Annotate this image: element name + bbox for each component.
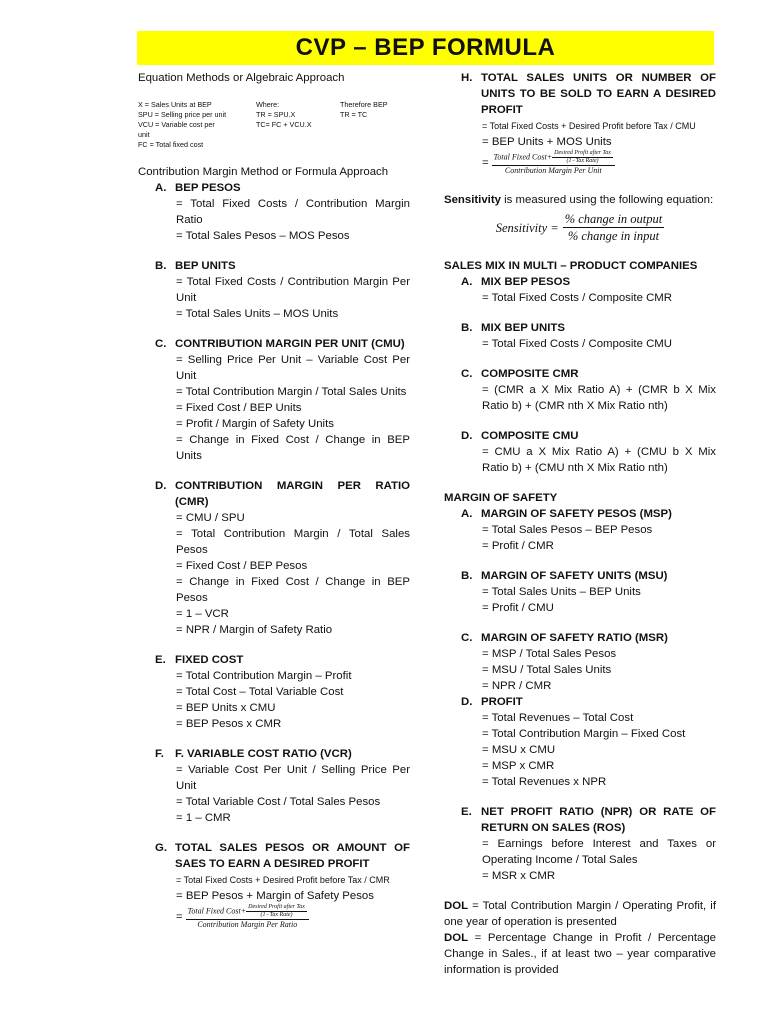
- fraction: [492, 150, 615, 176]
- formula-line: = MSP / Total Sales Pesos: [482, 648, 617, 660]
- formula-line: = Change in Fixed Cost / Change in BEP Units: [176, 434, 410, 462]
- section-letter: H.: [461, 72, 473, 84]
- dol-text: = Total Contribution Margin / Operating Profit, if one year of operation is presented: [444, 900, 716, 928]
- formula-line: = Profit / CMU: [482, 602, 554, 614]
- formula-line: = Change in Fixed Cost / Change in BEP Pesos: [176, 576, 410, 604]
- section-letter: E.: [155, 654, 166, 666]
- formula-line: = NPR / Margin of Safety Ratio: [176, 624, 333, 636]
- section-title: NET PROFIT RATIO (NPR) OR RATE OF RETURN ON SALES (ROS): [481, 806, 716, 834]
- section-letter: G.: [155, 842, 168, 854]
- section-letter: E.: [461, 806, 472, 818]
- equals-sign: =: [176, 911, 183, 923]
- dol-label: DOL: [444, 900, 469, 912]
- sensitivity-text: [444, 192, 716, 208]
- page-title: CVP – BEP FORMULA: [295, 34, 556, 61]
- def-line: SPU = Selling price per unit: [138, 110, 227, 119]
- section-letter: C.: [155, 338, 167, 350]
- sensitivity-lhs: Sensitivity =: [495, 220, 559, 235]
- section-h-sales-units-profit: [444, 70, 716, 176]
- sub-denominator: (1−Tax Rate): [566, 158, 599, 164]
- dol-label: DOL: [444, 932, 469, 944]
- formula-line: = Earnings before Interest and Taxes or Operating Income / Total Sales: [482, 838, 716, 866]
- def-line: VCU = Variable cost per: [138, 120, 215, 129]
- section-title: MARGIN OF SAFETY PESOS (MSP): [481, 508, 672, 520]
- section-mix-bep-units: [444, 320, 716, 352]
- def-line: Where:: [256, 100, 280, 109]
- formula-line: = Total Sales Pesos – MOS Pesos: [176, 230, 350, 242]
- section-msu: [444, 568, 716, 616]
- section-title: TOTAL SALES UNITS OR NUMBER OF UNITS TO BE SOLD TO EARN A DESIRED PROFIT: [481, 72, 716, 116]
- fraction: [186, 904, 309, 930]
- section-letter: C.: [461, 368, 473, 380]
- definitions-col-1: [138, 100, 256, 150]
- right-column: [444, 70, 716, 978]
- formula-line: = 1 – VCR: [176, 608, 229, 620]
- formula-line: = Total Variable Cost / Total Sales Pesos: [176, 796, 381, 808]
- section-letter: B.: [155, 260, 167, 272]
- formula-line: = Selling Price Per Unit – Variable Cost Per Unit: [176, 354, 410, 382]
- sub-numerator: Desired Profit after Tax: [248, 904, 305, 910]
- def-line: TC= FC + VCU.X: [256, 120, 312, 129]
- sub-fraction: [552, 150, 613, 165]
- section-title: COMPOSITE CMR: [481, 368, 579, 380]
- equation-method-title: Equation Methods or Algebraic Approach: [138, 72, 345, 84]
- section-composite-cmu: [444, 428, 716, 476]
- sensitivity-fraction: [563, 211, 665, 244]
- section-letter: D.: [461, 430, 473, 442]
- section-letter: A.: [461, 276, 473, 288]
- formula-line: = Total Cost – Total Variable Cost: [176, 686, 344, 698]
- sensitivity-formula: [444, 211, 716, 244]
- fraction-formula: [138, 904, 410, 930]
- sub-denominator: (1−Tax Rate): [260, 912, 293, 918]
- sensitivity-numerator: % change in output: [564, 212, 663, 226]
- fraction-denominator: Contribution Margin Per Ratio: [197, 920, 298, 929]
- equals-sign: =: [482, 157, 489, 169]
- formula-line: = (CMR a X Mix Ratio A) + (CMR b X Mix Ratio b) + (CMR nth X Mix Ratio nth): [482, 384, 716, 412]
- sensitivity-label: Sensitivity: [444, 194, 501, 206]
- definitions-block: [138, 100, 410, 150]
- section-npr: [444, 804, 716, 884]
- section-letter: B.: [461, 570, 473, 582]
- section-letter: D.: [155, 480, 167, 492]
- section-title: CONTRIBUTION MARGIN PER RATIO (CMR): [175, 480, 410, 508]
- formula-line: = MSU / Total Sales Units: [482, 664, 612, 676]
- section-title: BEP UNITS: [175, 260, 236, 272]
- dol-text: = Percentage Change in Profit / Percentage Change in Sales., if at least two – year comparative information is provided: [444, 932, 716, 976]
- cm-method-title: Contribution Margin Method or Formula Approach: [138, 166, 389, 178]
- section-d-cmr: [138, 478, 410, 638]
- formula-line: = Fixed Cost / BEP Units: [176, 402, 302, 414]
- section-title: MIX BEP PESOS: [481, 276, 571, 288]
- section-a-bep-pesos: [138, 180, 410, 244]
- sub-fraction: [246, 904, 307, 919]
- formula-line: = Fixed Cost / BEP Pesos: [176, 560, 308, 572]
- section-profit: [444, 694, 716, 790]
- section-title: CONTRIBUTION MARGIN PER UNIT (CMU): [175, 338, 405, 350]
- section-msr: [444, 630, 716, 694]
- title-banner: [137, 31, 714, 65]
- formula-line: = Total Fixed Costs / Composite CMR: [482, 292, 673, 304]
- formula-line: = Total Revenues – Total Cost: [482, 712, 634, 724]
- section-mix-bep-pesos: [444, 274, 716, 306]
- formula-line: = Total Fixed Costs + Desired Profit before Tax / CMU: [482, 121, 696, 131]
- formula-line: = Total Fixed Costs / Contribution Margin Per Unit: [176, 276, 410, 304]
- formula-line: = BEP Pesos x CMR: [176, 718, 282, 730]
- left-column: [138, 70, 410, 930]
- dol-statement-2: [444, 930, 716, 978]
- formula-line: = NPR / CMR: [482, 680, 552, 692]
- section-title: COMPOSITE CMU: [481, 430, 579, 442]
- formula-line: = Total Fixed Costs / Composite CMU: [482, 338, 673, 350]
- formula-line: = Profit / Margin of Safety Units: [176, 418, 334, 430]
- fraction-numerator: [492, 150, 615, 166]
- sensitivity-block: [444, 192, 716, 244]
- section-letter: B.: [461, 322, 473, 334]
- sub-numerator: Desired Profit after Tax: [554, 150, 611, 156]
- section-f-vcr: [138, 746, 410, 826]
- section-title: TOTAL SALES PESOS OR AMOUNT OF SAES TO EARN A DESIRED PROFIT: [175, 842, 410, 870]
- formula-line: = CMU / SPU: [176, 512, 245, 524]
- margin-of-safety-title: MARGIN OF SAFETY: [444, 492, 558, 504]
- formula-line: = MSP x CMR: [482, 760, 555, 772]
- formula-line: = MSR x CMR: [482, 870, 556, 882]
- section-g-sales-pesos-profit: [138, 840, 410, 930]
- formula-line: = Total Fixed Costs / Contribution Margin Ratio: [176, 198, 410, 226]
- fraction-numerator: [186, 904, 309, 920]
- section-title: FIXED COST: [175, 654, 244, 666]
- section-letter: C.: [461, 632, 473, 644]
- def-line: unit: [138, 130, 150, 139]
- section-letter: D.: [461, 696, 473, 708]
- def-line: FC = Total fixed cost: [138, 140, 204, 149]
- formula-line: = Total Sales Units – MOS Units: [176, 308, 339, 320]
- formula-line: = Total Contribution Margin / Total Sales Units: [176, 386, 407, 398]
- formula-line: = Total Sales Pesos – BEP Pesos: [482, 524, 653, 536]
- formula-line: = Total Contribution Margin – Fixed Cost: [482, 728, 686, 740]
- section-title: PROFIT: [481, 696, 523, 708]
- section-title: MIX BEP UNITS: [481, 322, 565, 334]
- sales-mix-title: SALES MIX IN MULTI – PRODUCT COMPANIES: [444, 260, 698, 272]
- definitions-col-3: [340, 100, 388, 150]
- formula-line: = MSU x CMU: [482, 744, 556, 756]
- formula-line: = BEP Pesos + Margin of Safety Pesos: [176, 890, 374, 902]
- sensitivity-desc: is measured using the following equation:: [500, 194, 714, 206]
- section-title: BEP PESOS: [175, 182, 241, 194]
- section-title: F. VARIABLE COST RATIO (VCR): [175, 748, 352, 760]
- formula-line: = Total Sales Units – BEP Units: [482, 586, 641, 598]
- def-line: X = Sales Units at BEP: [138, 100, 212, 109]
- section-letter: A.: [461, 508, 473, 520]
- numerator-lead: Total Fixed Cost+: [493, 152, 553, 162]
- formula-line: = CMU a X Mix Ratio A) + (CMU b X Mix Ratio b) + (CMU nth X Mix Ratio nth): [482, 446, 716, 474]
- formula-line: = Total Contribution Margin – Profit: [176, 670, 352, 682]
- formula-line: = Variable Cost Per Unit / Selling Price Per Unit: [176, 764, 410, 792]
- section-msp: [444, 506, 716, 554]
- dol-statement-1: [444, 898, 716, 930]
- section-b-bep-units: [138, 258, 410, 322]
- formula-line: = Profit / CMR: [482, 540, 554, 552]
- def-line: Therefore BEP: [340, 100, 388, 109]
- def-line: TR = SPU.X: [256, 110, 296, 119]
- section-title: MARGIN OF SAFETY UNITS (MSU): [481, 570, 668, 582]
- section-c-cmu: [138, 336, 410, 464]
- section-title: MARGIN OF SAFETY RATIO (MSR): [481, 632, 668, 644]
- formula-line: = BEP Units x CMU: [176, 702, 276, 714]
- section-letter: A.: [155, 182, 167, 194]
- definitions-col-2: [256, 100, 340, 150]
- section-e-fixed-cost: [138, 652, 410, 732]
- formula-line: = Total Revenues x NPR: [482, 776, 607, 788]
- fraction-formula: [444, 150, 716, 176]
- fraction-denominator: Contribution Margin Per Unit: [504, 166, 602, 175]
- sensitivity-denominator: % change in input: [567, 229, 660, 243]
- formula-line: = BEP Units + MOS Units: [482, 136, 612, 148]
- formula-line: = Total Contribution Margin / Total Sales Pesos: [176, 528, 410, 556]
- numerator-lead: Total Fixed Cost+: [187, 906, 247, 916]
- formula-line: = 1 – CMR: [176, 812, 231, 824]
- section-letter: F.: [155, 748, 164, 760]
- section-composite-cmr: [444, 366, 716, 414]
- formula-line: = Total Fixed Costs + Desired Profit before Tax / CMR: [176, 875, 390, 885]
- def-line: TR = TC: [340, 110, 368, 119]
